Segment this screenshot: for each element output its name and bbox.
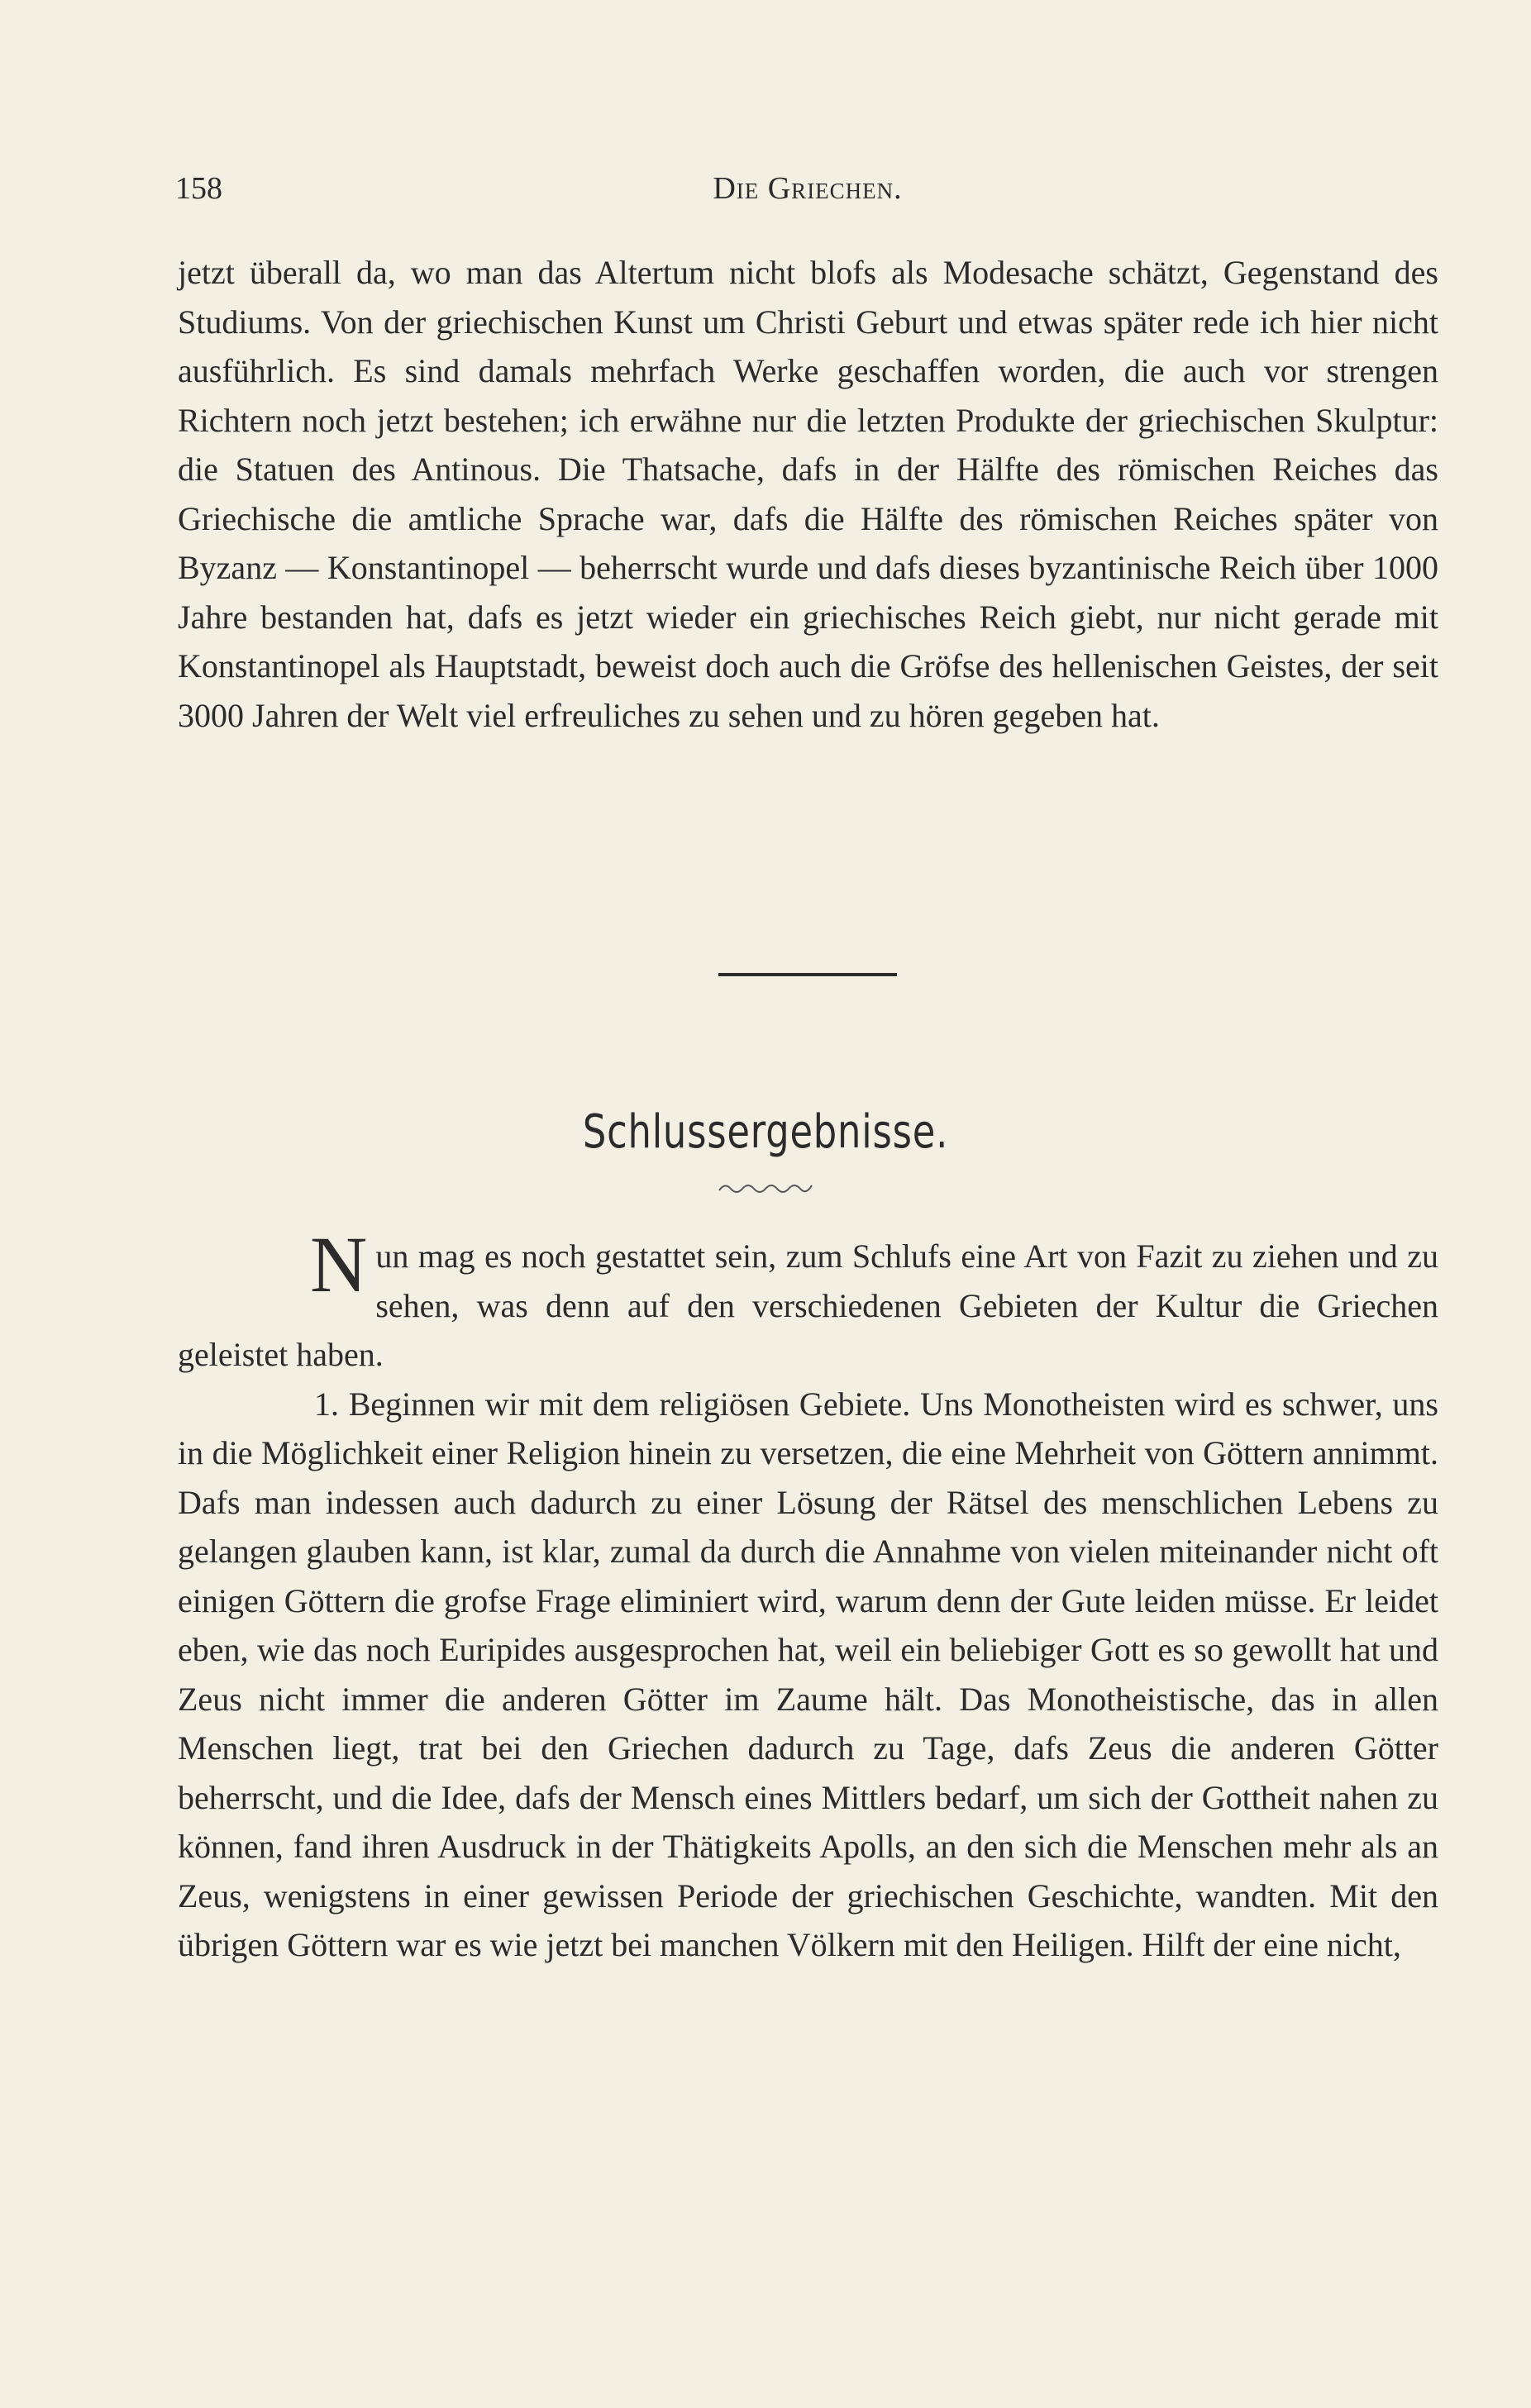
intro-text: un mag es noch gestattet sein, zum Schlufs eine Art von Fazit zu ziehen und zu sehen, was denn auf den verschiedenen Gebieten der Kultur die Griechen geleistet haben.	[178, 1237, 1438, 1373]
intro-paragraph	[178, 1220, 1438, 1380]
section-title: Schlussergebnisse.	[582, 1105, 949, 1159]
ornament-flourish	[718, 1180, 813, 1195]
page-number: 158	[175, 171, 222, 206]
section-body	[178, 1220, 1438, 1970]
section-divider	[718, 973, 897, 976]
continued-paragraph	[178, 248, 1438, 740]
drop-cap: N	[310, 1220, 368, 1309]
page-header	[175, 164, 1440, 213]
point-1-paragraph: 1. Beginnen wir mit dem religiösen Gebiete. Uns Monotheisten wird es schwer, uns in die Möglichkeit einer Religion hinein zu versetzen, die eine Mehrheit von Göttern annimmt. Dafs man indessen auch dadurch zu einer Lösung der Rätsel des menschlichen Lebens zu gelangen glauben kann, ist klar, zumal da durch die Annahme von vielen miteinander nicht oft einigen Göttern die grofse Frage eliminiert wird, warum denn der Gute leiden müsse. Er leidet eben, wie das noch Euripides ausgesprochen hat, weil ein beliebiger Gott es so gewollt hat und Zeus nicht immer die anderen Götter im Zaume hält. Das Monotheistische, das in allen Menschen liegt, trat bei den Griechen dadurch zu Tage, dafs Zeus die anderen Götter beherrscht, und die Idee, dafs der Mensch eines Mittlers bedarf, um sich der Gottheit nahen zu können, fand ihren Ausdruck in der Thätigkeits Apolls, an den sich die Menschen mehr als an Zeus, wenigstens in einer gewissen Periode der griechischen Geschichte, wandten. Mit den übrigen Göttern war es wie jetzt bei manchen Völkern mit den Heiligen. Hilft der eine nicht,	[178, 1385, 1438, 1963]
running-head: Die Griechen.	[713, 171, 903, 206]
paragraph-text: jetzt überall da, wo man das Altertum nicht blofs als Modesache schätzt, Gegenstand des Studiums. Von der griechischen Kunst um Christi Geburt und etwas später rede ich hier nicht ausführlich. Es sind damals mehrfach Werke geschaffen worden, die auch vor strengen Richtern noch jetzt bestehen; ich erwähne nur die letzten Produkte der griechischen Skulptur: die Statuen des Antinous. Die Thatsache, dafs in der Hälfte des römischen Reiches das Griechische die amtliche Sprache war, dafs die Hälfte des römischen Reiches später von Byzanz — Konstantinopel — beherrscht wurde und dafs dieses byzantinische Reich über 1000 Jahre bestanden hat, dafs es jetzt wieder ein griechisches Reich giebt, nur nicht gerade mit Konstantinopel als Hauptstadt, beweist doch auch die Gröfse des hellenischen Geistes, der seit 3000 Jahren der Welt viel erfreuliches zu sehen und zu hören gegeben hat.	[178, 254, 1438, 734]
